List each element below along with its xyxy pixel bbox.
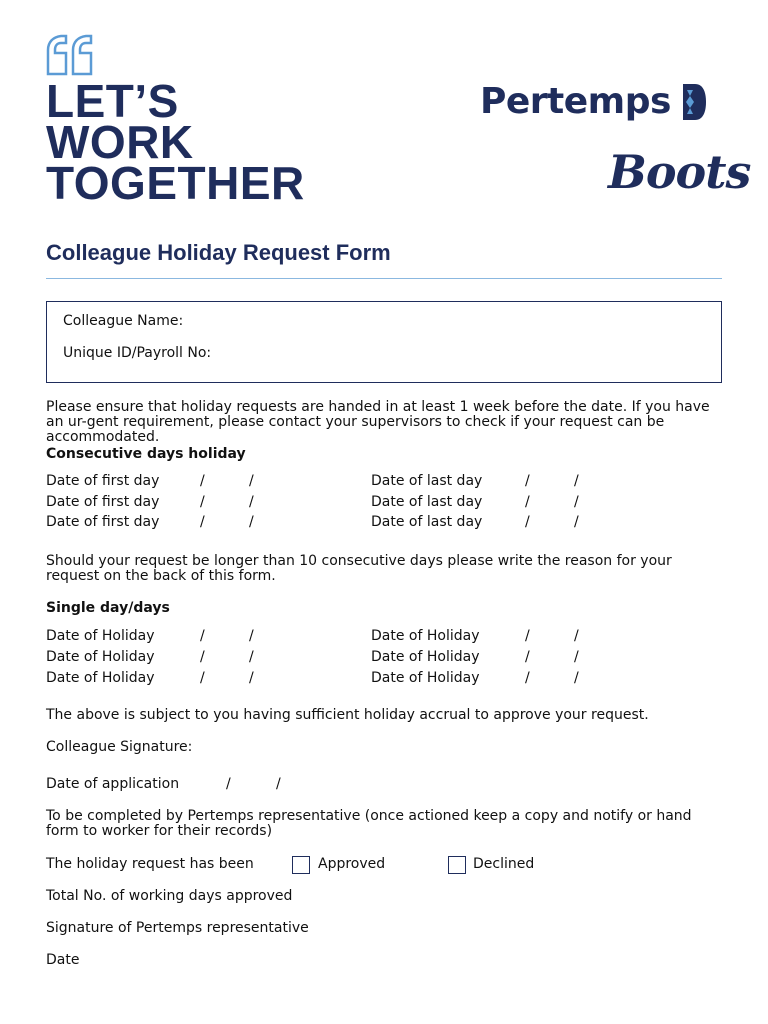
first-day-label: Date of first day — [46, 473, 160, 489]
approved-label: Approved — [318, 856, 386, 872]
date-slash: / — [525, 649, 530, 665]
declined-checkbox[interactable] — [448, 856, 466, 874]
pertemps-mark-icon — [681, 82, 707, 122]
date-slash: / — [249, 514, 254, 530]
holiday-date-label: Date of Holiday — [46, 628, 155, 644]
date-slash: / — [249, 670, 254, 686]
holiday-date-label: Date of Holiday — [46, 670, 155, 686]
date-slash: / — [574, 514, 579, 530]
declined-label: Declined — [473, 856, 535, 872]
holiday-date-label: Date of Holiday — [371, 649, 480, 665]
date-slash: / — [249, 649, 254, 665]
payroll-id-label: Unique ID/Payroll No: — [63, 345, 212, 361]
consecutive-heading: Consecutive days holiday — [46, 446, 246, 462]
holiday-date-label: Date of Holiday — [371, 628, 480, 644]
date-slash: / — [525, 473, 530, 489]
date-slash: / — [525, 670, 530, 686]
colleague-signature-label: Colleague Signature: — [46, 739, 193, 755]
long-request-text: Should your request be longer than 10 consecutive days please write the reason for your request on the back of this form. — [46, 553, 672, 584]
date-slash: / — [276, 776, 281, 792]
last-day-label: Date of last day — [371, 473, 483, 489]
date-slash: / — [574, 494, 579, 510]
representative-signature-label: Signature of Pertemps representative — [46, 920, 309, 936]
date-label: Date — [46, 952, 80, 968]
date-slash: / — [200, 670, 205, 686]
colleague-name-label: Colleague Name: — [63, 313, 184, 329]
first-day-label: Date of first day — [46, 494, 160, 510]
accrual-text: The above is subject to you having sufficient holiday accrual to approve your request. — [46, 707, 649, 723]
date-slash: / — [200, 628, 205, 644]
colleague-info-box — [46, 301, 722, 383]
date-slash: / — [200, 473, 205, 489]
date-slash: / — [226, 776, 231, 792]
date-slash: / — [574, 649, 579, 665]
date-slash: / — [200, 649, 205, 665]
title-divider — [46, 278, 722, 279]
single-days-heading: Single day/days — [46, 600, 170, 616]
boots-logo: Boots — [608, 145, 751, 199]
date-slash: / — [249, 494, 254, 510]
date-slash: / — [525, 494, 530, 510]
date-slash: / — [525, 628, 530, 644]
form-title: Colleague Holiday Request Form — [46, 240, 391, 265]
first-day-label: Date of first day — [46, 514, 160, 530]
request-status-label: The holiday request has been — [46, 856, 254, 872]
pertemps-logo-text: Pertemps — [480, 81, 671, 122]
hero-line: LET’S — [46, 75, 179, 127]
hero-headline — [46, 75, 305, 209]
date-slash: / — [249, 628, 254, 644]
date-slash: / — [574, 473, 579, 489]
pertemps-logo — [480, 78, 707, 126]
date-slash: / — [249, 473, 254, 489]
date-slash: / — [200, 494, 205, 510]
date-slash: / — [525, 514, 530, 530]
last-day-label: Date of last day — [371, 514, 483, 530]
date-of-application-label: Date of application — [46, 776, 180, 792]
date-slash: / — [574, 628, 579, 644]
holiday-date-label: Date of Holiday — [371, 670, 480, 686]
intro-text: Please ensure that holiday requests are handed in at least 1 week before the date. If you have an ur-gent requirement, please contact your supervisors to check if your request can be accommodated. — [46, 399, 710, 445]
hero-line: TOGETHER — [46, 157, 305, 209]
last-day-label: Date of last day — [371, 494, 483, 510]
representative-instructions: To be completed by Pertemps representative (once actioned keep a copy and notify or hand form to worker for their records) — [46, 808, 692, 839]
approved-checkbox[interactable] — [292, 856, 310, 874]
quote-mark-icon — [46, 34, 96, 76]
date-slash: / — [574, 670, 579, 686]
holiday-date-label: Date of Holiday — [46, 649, 155, 665]
total-days-label: Total No. of working days approved — [46, 888, 293, 904]
hero-line: WORK — [46, 116, 194, 168]
date-slash: / — [200, 514, 205, 530]
